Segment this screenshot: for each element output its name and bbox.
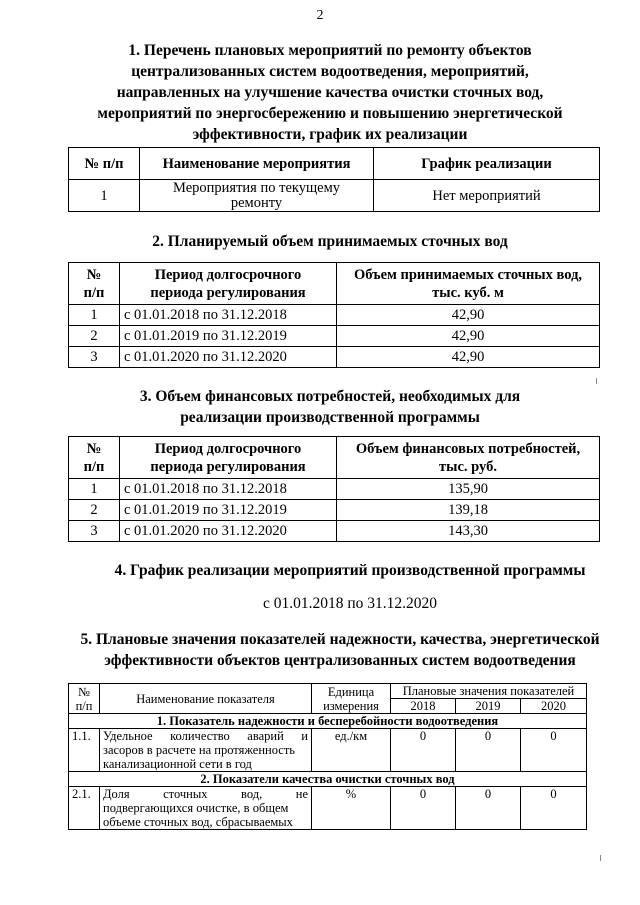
header-plan: Плановые значения показателей: [391, 684, 587, 699]
row-value-2020: 0: [521, 729, 587, 772]
row-period: с 01.01.2019 по 31.12.2019: [120, 500, 337, 521]
header-period: Период долгосрочного периода регулирования: [120, 437, 337, 479]
row-num: 1: [69, 305, 120, 326]
table-row: [69, 305, 600, 326]
row-num: 1.1.: [69, 729, 100, 772]
table-row: [69, 729, 587, 772]
row-name: Мероприятия по текущему ремонту: [140, 180, 374, 212]
row-num: 2: [69, 326, 120, 347]
section-4-title: 4. График реализации мероприятий производственной программы: [114, 562, 586, 579]
section-1-title: 1. Перечень плановых мероприятий по ремонту объектов централизованных систем водоотведения, мероприятий, направленных на улучшение качества очистки сточных вод, мероприятий по энергосбережению и повышению энергетической эффективности, график их реализации: [97, 42, 563, 143]
row-num: 2: [69, 500, 120, 521]
row-name: Удельное количество аварий и засоров в расчете на протяженность канализационной сети в год: [100, 729, 312, 772]
section-3-title: 3. Объем финансовых потребностей, необходимых для реализации производственной программы: [139, 388, 521, 426]
header-num: № п/п: [69, 684, 100, 714]
row-num: 2.1.: [69, 787, 100, 830]
table-header-row: [69, 148, 600, 180]
row-num: 1: [69, 180, 140, 212]
row-value-2019: 0: [456, 729, 521, 772]
table-row: [69, 787, 587, 830]
row-value-2018: 0: [391, 729, 456, 772]
section-2-title: 2. Планируемый объем принимаемых сточных вод: [152, 233, 508, 250]
header-num: № п/п: [69, 437, 120, 479]
scan-mark: [600, 855, 601, 861]
row-value-2018: 0: [391, 787, 456, 830]
header-num: № п/п: [69, 148, 140, 180]
header-value: Объем финансовых потребностей, тыс. руб.: [337, 437, 600, 479]
row-unit: ед./км: [312, 729, 391, 772]
financial-needs-table: [68, 436, 600, 542]
row-value-2019: 0: [456, 787, 521, 830]
table-header-row: [69, 684, 587, 699]
header-unit: Единица измерения: [312, 684, 391, 714]
header-year-2018: 2018: [391, 699, 456, 714]
section-row: [69, 772, 587, 787]
page-number: 2: [316, 8, 324, 23]
row-period: с 01.01.2018 по 31.12.2018: [120, 305, 337, 326]
row-num: 3: [69, 521, 120, 542]
indicators-table: [68, 683, 587, 830]
row-schedule: Нет мероприятий: [374, 180, 600, 212]
header-num: № п/п: [69, 263, 120, 305]
section-4-period: с 01.01.2018 по 31.12.2020: [262, 595, 438, 612]
row-value: 139,18: [337, 500, 600, 521]
table-header-row: [69, 437, 600, 479]
table-row: [69, 500, 600, 521]
header-name: Наименование показателя: [100, 684, 312, 714]
table-row: [69, 521, 600, 542]
section-row: [69, 714, 587, 729]
wastewater-volume-table: [68, 262, 600, 368]
row-value: 42,90: [337, 305, 600, 326]
row-value: 42,90: [337, 326, 600, 347]
header-schedule: График реализации: [374, 148, 600, 180]
measures-table: [68, 147, 600, 212]
row-period: с 01.01.2020 по 31.12.2020: [120, 521, 337, 542]
table-header-row: [69, 263, 600, 305]
section-1-heading: 1. Показатель надежности и бесперебойности водоотведения: [69, 714, 587, 729]
scan-mark: [596, 378, 597, 384]
header-year-2020: 2020: [521, 699, 587, 714]
header-value: Объем принимаемых сточных вод, тыс. куб. м: [337, 263, 600, 305]
row-value: 135,90: [337, 479, 600, 500]
header-name: Наименование мероприятия: [140, 148, 374, 180]
table-row: [69, 180, 600, 212]
header-period: Период долгосрочного периода регулирования: [120, 263, 337, 305]
row-value: 143,30: [337, 521, 600, 542]
section-5-title: 5. Плановые значения показателей надежности, качества, энергетической эффективности объектов централизованных систем водоотведения: [80, 631, 600, 669]
row-value-2020: 0: [521, 787, 587, 830]
row-value: 42,90: [337, 347, 600, 368]
row-period: с 01.01.2020 по 31.12.2020: [120, 347, 337, 368]
row-period: с 01.01.2019 по 31.12.2019: [120, 326, 337, 347]
row-num: 1: [69, 479, 120, 500]
row-name: Доля сточных вод, не подвергающихся очистке, в общем объеме сточных вод, сбрасываемых: [100, 787, 312, 830]
row-period: с 01.01.2018 по 31.12.2018: [120, 479, 337, 500]
row-unit: %: [312, 787, 391, 830]
section-2-heading: 2. Показатели качества очистки сточных вод: [69, 772, 587, 787]
header-year-2019: 2019: [456, 699, 521, 714]
table-row: [69, 479, 600, 500]
table-row: [69, 326, 600, 347]
row-num: 3: [69, 347, 120, 368]
table-row: [69, 347, 600, 368]
